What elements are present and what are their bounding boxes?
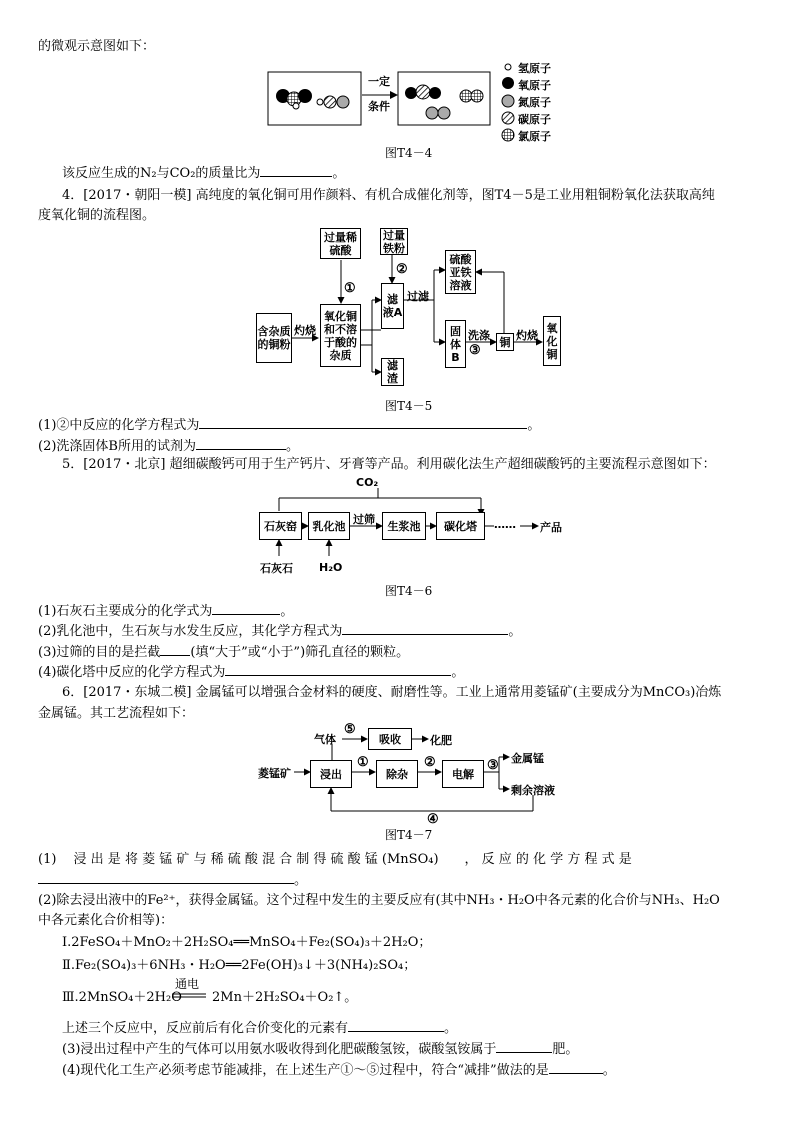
- intro-line: 的微观示意图如下：: [38, 39, 156, 54]
- fig47-electrolysis: 电解: [442, 760, 484, 788]
- fig46-kiln: 石灰窑: [259, 512, 302, 540]
- fig45-filter-label: 过滤: [407, 290, 429, 303]
- q6-line1: 6．[2017・东城二模] 金属锰可以增强合金材料的硬度、耐磨性等。工业上通常用菱锰矿(主要成分为MnCO₃)冶炼: [62, 685, 722, 700]
- fig46-water: H₂O: [319, 561, 343, 574]
- fig45-cuo-mix: 氧化铜和不溶于酸的杂质: [320, 304, 361, 367]
- fig46-slurry: 生浆池: [382, 512, 426, 540]
- fig47-step5: ⑤: [344, 722, 356, 737]
- fig47-remaining: 剩余溶液: [511, 784, 555, 797]
- fig46-sieve-label: 过筛: [353, 513, 375, 526]
- fig47-step2: ②: [424, 755, 436, 770]
- fig47-step3: ③: [487, 758, 499, 773]
- q6-line2: 金属锰。其工艺流程如下：: [38, 706, 195, 721]
- q6-s1a: (1) 浸 出 是 将 菱 锰 矿 与 稀 硫 酸 混 合 制 得 硫 酸 锰 (MnSO₄) ， 反 应 的 化 学 方 程 式 是: [38, 852, 632, 867]
- q6-s3: (3)浸出过程中产生的气体可以用氨水吸收得到化肥碳酸氢铵，碳酸氢铵属于 肥。: [62, 1042, 579, 1057]
- fig45-feso4: 硫酸亚铁溶液: [445, 250, 476, 294]
- fig45-cuo: 氧化铜: [543, 316, 561, 366]
- q5-s1: (1)石灰石主要成分的化学式为 。: [38, 604, 294, 619]
- q6-eq1: Ⅰ.2FeSO₄＋MnO₂＋2H₂SO₄══MnSO₄＋Fe₂(SO₄)₃＋2H₂O；: [62, 935, 432, 950]
- fig45-step1: ①: [344, 281, 356, 296]
- fig45-burn2-label: 灼烧: [516, 329, 538, 342]
- q6-s2a: (2)除去浸出液中的Fe²⁺，获得金属锰。这个过程中发生的主要反应有(其中NH₃・H₂O中各元素的化合价与NH₃、H₂O: [38, 893, 720, 908]
- fig45-caption: 图T4－5: [385, 399, 433, 413]
- q4-line1: 4．[2017・朝阳一模] 高纯度的氧化铜可用作颜料、有机合成催化剂等，图T4－5是工业用粗铜粉氧化法获取高纯: [62, 188, 715, 203]
- fig46-carbonation: 碳化塔: [436, 512, 485, 540]
- q6-eq3-cond: 通电: [175, 977, 200, 991]
- q4-s2: (2)洗涤固体B所用的试剂为 。: [38, 439, 299, 454]
- fig47-purify: 除杂: [376, 760, 418, 788]
- fig45-step2: ②: [396, 262, 408, 277]
- legend-oxygen: 氧原子: [518, 79, 551, 92]
- q6-eq3a: Ⅲ.2MnSO₄＋2H₂O: [62, 990, 182, 1005]
- legend-nitrogen: 氮原子: [518, 96, 551, 109]
- fig47-manganese: 金属锰: [511, 752, 544, 765]
- q6-s2c: 上述三个反应中，反应前后有化合价变化的元素有 。: [62, 1021, 458, 1036]
- fig46-dots: ……: [494, 518, 516, 531]
- fig47-step4: ④: [427, 812, 439, 827]
- q4-s1: (1)②中反应的化学方程式为 。: [38, 418, 541, 433]
- q6-s1b: 。: [38, 871, 307, 890]
- legend-chlorine: 氯原子: [518, 130, 551, 143]
- q6-s2c-blank[interactable]: [348, 1019, 444, 1032]
- legend-hydrogen: 氢原子: [518, 62, 551, 75]
- fig46-limestone: 石灰石: [260, 562, 293, 575]
- q6-s4-blank[interactable]: [549, 1061, 603, 1074]
- fig46-emulsify: 乳化池: [308, 512, 350, 540]
- fig45-step3: ③: [469, 343, 481, 358]
- fig47-caption: 图T4－7: [385, 828, 433, 842]
- fig45-copper: 铜: [496, 333, 514, 351]
- fig47-gas: 气体: [314, 733, 336, 746]
- fig44-cond-bottom: 条件: [368, 100, 390, 113]
- q5-line1: 5．[2017・北京] 超细碳酸钙可用于生产钙片、牙膏等产品。利用碳化法生产超细碳酸钙的主要流程示意图如下：: [62, 457, 716, 472]
- q5-s4: (4)碳化塔中反应的化学方程式为 。: [38, 665, 465, 680]
- q3-ratio-line: 该反应生成的N₂与CO₂的质量比为 。: [62, 166, 346, 181]
- fig45-solid-b: 固体B: [445, 320, 466, 368]
- fig46-caption: 图T4－6: [385, 584, 433, 598]
- q6-eq3b: 2Mn＋2H₂SO₄＋O₂↑。: [212, 990, 358, 1005]
- fig46-product: 产品: [540, 521, 562, 534]
- fig44-cond-top: 一定: [368, 75, 390, 88]
- q6-s2b: 中各元素化合价相等)：: [38, 913, 174, 928]
- fig47-fertilizer: 化肥: [430, 734, 452, 747]
- fig45-filtrate-a: 滤液A: [381, 283, 404, 329]
- fig44-caption: 图T4－4: [385, 146, 433, 160]
- legend-carbon: 碳原子: [518, 113, 551, 126]
- q6-eq2: Ⅱ.Fe₂(SO₄)₃＋6NH₃・H₂O══2Fe(OH)₃↓＋3(NH₄)₂SO₄；: [62, 958, 417, 973]
- fig47-absorb: 吸收: [368, 728, 412, 750]
- fig45-residue: 滤渣: [381, 358, 404, 386]
- q5-s2: (2)乳化池中，生石灰与水发生反应，其化学方程式为 。: [38, 624, 522, 639]
- fig45-acid: 过量稀硫酸: [320, 228, 361, 259]
- q5-s3: (3)过筛的目的是拦截 (填“大于”或“小于”)筛孔直径的颗粒。: [38, 645, 410, 660]
- fig45-wash-label: 洗涤: [468, 329, 490, 342]
- fig47-leach: 浸出: [310, 760, 352, 788]
- fig47-step1: ①: [357, 755, 369, 770]
- fig47-ore: 菱锰矿: [258, 767, 291, 780]
- q4-line2: 度氧化铜的流程图。: [38, 208, 156, 223]
- q6-s4: (4)现代化工生产必须考虑节能减排，在上述生产①～⑤过程中，符合“减排”做法的是 。: [62, 1063, 616, 1078]
- fig45-iron: 过量铁粉: [380, 228, 408, 255]
- fig46-co2: CO₂: [356, 476, 379, 489]
- fig45-raw-copper: 含杂质的铜粉: [256, 313, 292, 363]
- fig45-burn-label: 灼烧: [294, 324, 316, 337]
- q6-s3-blank[interactable]: [496, 1040, 552, 1053]
